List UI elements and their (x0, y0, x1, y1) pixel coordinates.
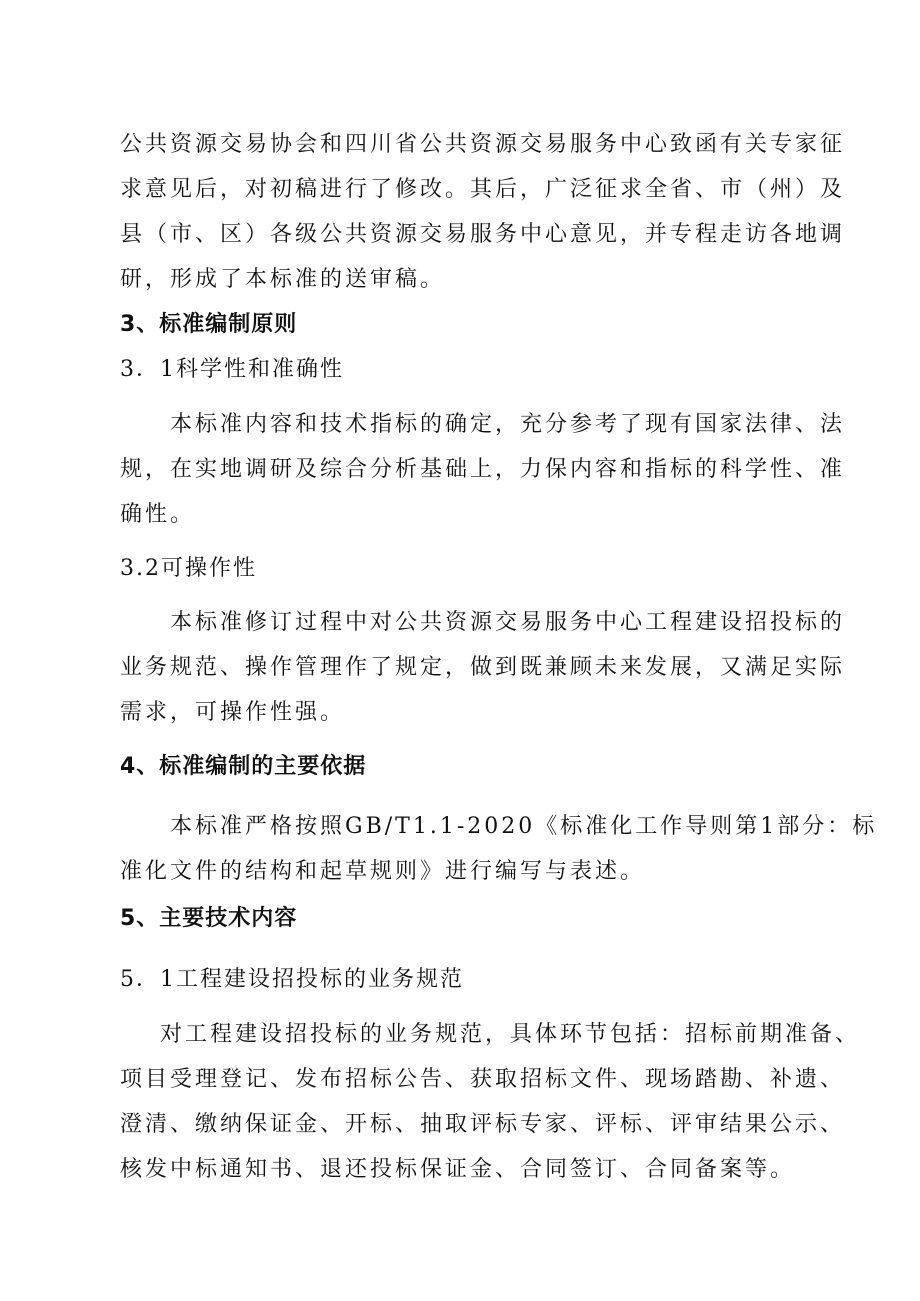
intro-line-1: 公共资源交易协会和四川省公共资源交易服务中心致函有关专家征 (120, 132, 846, 157)
section-5-1-title: 5．1工程建设招投标的业务规范 (120, 967, 464, 992)
intro-line-3: 县（市、区）各级公共资源交易服务中心意见，并专程走访各地调 (120, 222, 846, 247)
section-5-1-line-3: 澄清、缴纳保证金、开标、抽取评标专家、评标、评审结果公示、 (120, 1112, 846, 1137)
section-3-2-line-2: 业务规范、操作管理作了规定，做到既兼顾未来发展，又满足实际 (120, 655, 846, 680)
section-3-2-line-3: 需求，可操作性强。 (120, 700, 346, 725)
section-4-heading: 4、标准编制的主要依据 (120, 754, 367, 779)
intro-line-4: 研，形成了本标准的送审稿。 (120, 267, 446, 292)
section-3-heading: 3、标准编制原则 (120, 312, 298, 337)
section-3-2-line-1: 本标准修订过程中对公共资源交易服务中心工程建设招投标的 (170, 610, 846, 635)
section-3-1-title: 3．1科学性和准确性 (120, 357, 344, 382)
section-3-1-line-1: 本标准内容和技术指标的确定，充分参考了现有国家法律、法 (170, 412, 846, 437)
intro-line-2: 求意见后，对初稿进行了修改。其后，广泛征求全省、市（州）及 (120, 177, 846, 202)
section-5-1-line-4: 核发中标通知书、退还投标保证金、合同签订、合同备案等。 (120, 1157, 796, 1182)
section-4-line-1: 本标准严格按照GB/T1.1-2020《标准化工作导则第1部分：标 (170, 814, 878, 839)
section-5-1-line-1: 对工程建设招投标的业务规范，具体环节包括：招标前期准备、 (160, 1022, 861, 1047)
section-4-line-2: 准化文件的结构和起草规则》进行编写与表述。 (120, 859, 646, 884)
section-5-heading: 5、主要技术内容 (120, 906, 298, 931)
section-5-1-line-2: 项目受理登记、发布招标公告、获取招标文件、现场踏勘、补遗、 (120, 1067, 846, 1092)
section-3-1-line-2: 规，在实地调研及综合分析基础上，力保内容和指标的科学性、准 (120, 457, 846, 482)
section-3-2-title: 3.2可操作性 (120, 556, 257, 581)
section-3-1-line-3: 确性。 (120, 502, 196, 527)
